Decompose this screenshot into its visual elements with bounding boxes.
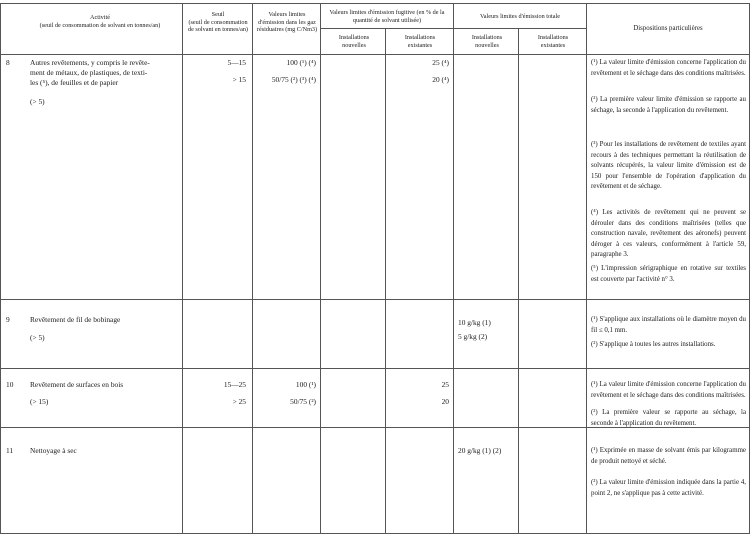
note: (⁵) L'impression sérigraphique en rotative sur textiles est couverte par l'activité n° 3. [591, 265, 746, 283]
vle-gaz-value: 50/75 (²) [290, 397, 316, 406]
header-dispositions: Dispositions particulières [633, 25, 703, 32]
activity-line: Revêtement de fil de bobinage [30, 315, 121, 324]
rule [0, 368, 750, 369]
row-number: 10 [6, 380, 14, 389]
rule [586, 3, 587, 534]
activity-line: Autres revêtements, y compris le revête- [30, 58, 150, 67]
seuil-value: 5—15 [227, 58, 246, 67]
note: (¹) S'applique aux installations où le diamètre moyen du fil ≤ 0,1 mm. [591, 316, 746, 334]
fug-existantes-value: 25 [441, 380, 449, 389]
fug-existantes-value: 20 (⁴) [432, 75, 449, 84]
seuil-value: > 15 [232, 75, 246, 84]
fug-existantes-value: 20 [441, 397, 449, 406]
rule [518, 28, 519, 534]
vle-gaz-value: 100 (¹) [295, 380, 316, 389]
totale-value: 5 g/kg (2) [458, 332, 488, 341]
activity-threshold: (> 15) [30, 397, 49, 406]
note: (⁴) Les activités de revêtement qui ne peuvent se dérouler dans des conditions maîtrisées (telles que construction navale, revêtement des aéronefs) peuvent déroger à ces valeurs, conformément à l'article 59, paragraphe 3. [591, 209, 746, 259]
row-number: 11 [6, 446, 14, 455]
seuil-value: 15—25 [223, 380, 246, 389]
note: (²) La première valeur se rapporte au séchage, la seconde à l'application du revêtement. [591, 409, 746, 427]
header-vle-gaz: Valeurs limites d'émission dans les gaz résiduaires (mg C/Nm3) [256, 11, 318, 34]
activity-threshold: (> 5) [30, 333, 45, 342]
note: (²) La valeur limite d'émission indiquée dans la partie 4, point 2, ne s'applique pas à cette activité. [591, 479, 746, 497]
header-seuil: Seuil (seuil de consommation de solvant en tonnes/an) [188, 11, 248, 34]
rule [0, 533, 750, 534]
rule [320, 3, 321, 534]
activity-line: Nettoyage à sec [30, 446, 77, 455]
rule [0, 54, 750, 55]
activity-threshold: (> 5) [30, 97, 45, 106]
note: (¹) La valeur limite d'émission concerne l'application du revêtement et le séchage dans des conditions maîtrisées. [591, 381, 746, 399]
seuil-value: > 25 [232, 397, 246, 406]
note: (¹) La valeur limite d'émission concerne l'application du revêtement et le séchage dans des conditions maîtrisées. [591, 59, 746, 77]
header-vle-totale: Valeurs limites d'émission totale [480, 13, 560, 20]
rule [453, 3, 454, 534]
header-tot-existantes: Installations existantes [537, 34, 569, 49]
row-number: 9 [6, 315, 10, 324]
rule [0, 299, 750, 300]
header-activite: Activité (seuil de consommation de solvant en tonnes/an) [39, 14, 161, 29]
totale-value: 10 g/kg (1) [458, 318, 491, 327]
header-tot-nouvelles: Installations nouvelles [471, 34, 503, 49]
header-fug-nouvelles: Installations nouvelles [338, 34, 370, 49]
note: (³) Pour les installations de revêtement de textiles ayant recours à des techniques permettant la réutilisation de solvants récupérés, la valeur limite d'émission est de 150 pour l'ensemble de l'opération d'application du revêtement et de séchage. [591, 141, 746, 191]
rule [252, 3, 253, 534]
fug-existantes-value: 25 (⁴) [432, 58, 449, 67]
vle-gaz-value: 100 (¹) (⁴) [286, 58, 316, 67]
note: (²) S'applique à toutes les autres installations. [591, 341, 716, 348]
rule [182, 3, 183, 534]
header-fug-existantes: Installations existantes [404, 34, 436, 49]
rule [0, 3, 750, 4]
note: (²) La première valeur limite d'émission se rapporte au séchage, la seconde à l'application du revêtement. [591, 96, 746, 114]
note: (¹) Exprimée en masse de solvant émis par kilogramme de produit nettoyé et séché. [591, 447, 746, 465]
header-vle-fugitive: Valeurs limites d'émission fugitive (en % de la quantité de solvant utilisée) [329, 9, 445, 24]
activity-line: les (⁵), de feuilles et de papier [30, 78, 119, 87]
activity-line: ment de métaux, de plastiques, de texti- [30, 68, 148, 77]
totale-value: 20 g/kg (1) (2) [458, 446, 502, 455]
activity-line: Revêtement de surfaces en bois [30, 380, 124, 389]
rule [0, 3, 1, 534]
row-number: 8 [6, 58, 10, 67]
rule [385, 28, 386, 534]
vle-gaz-value: 50/75 (²) (³) (⁴) [271, 75, 316, 84]
